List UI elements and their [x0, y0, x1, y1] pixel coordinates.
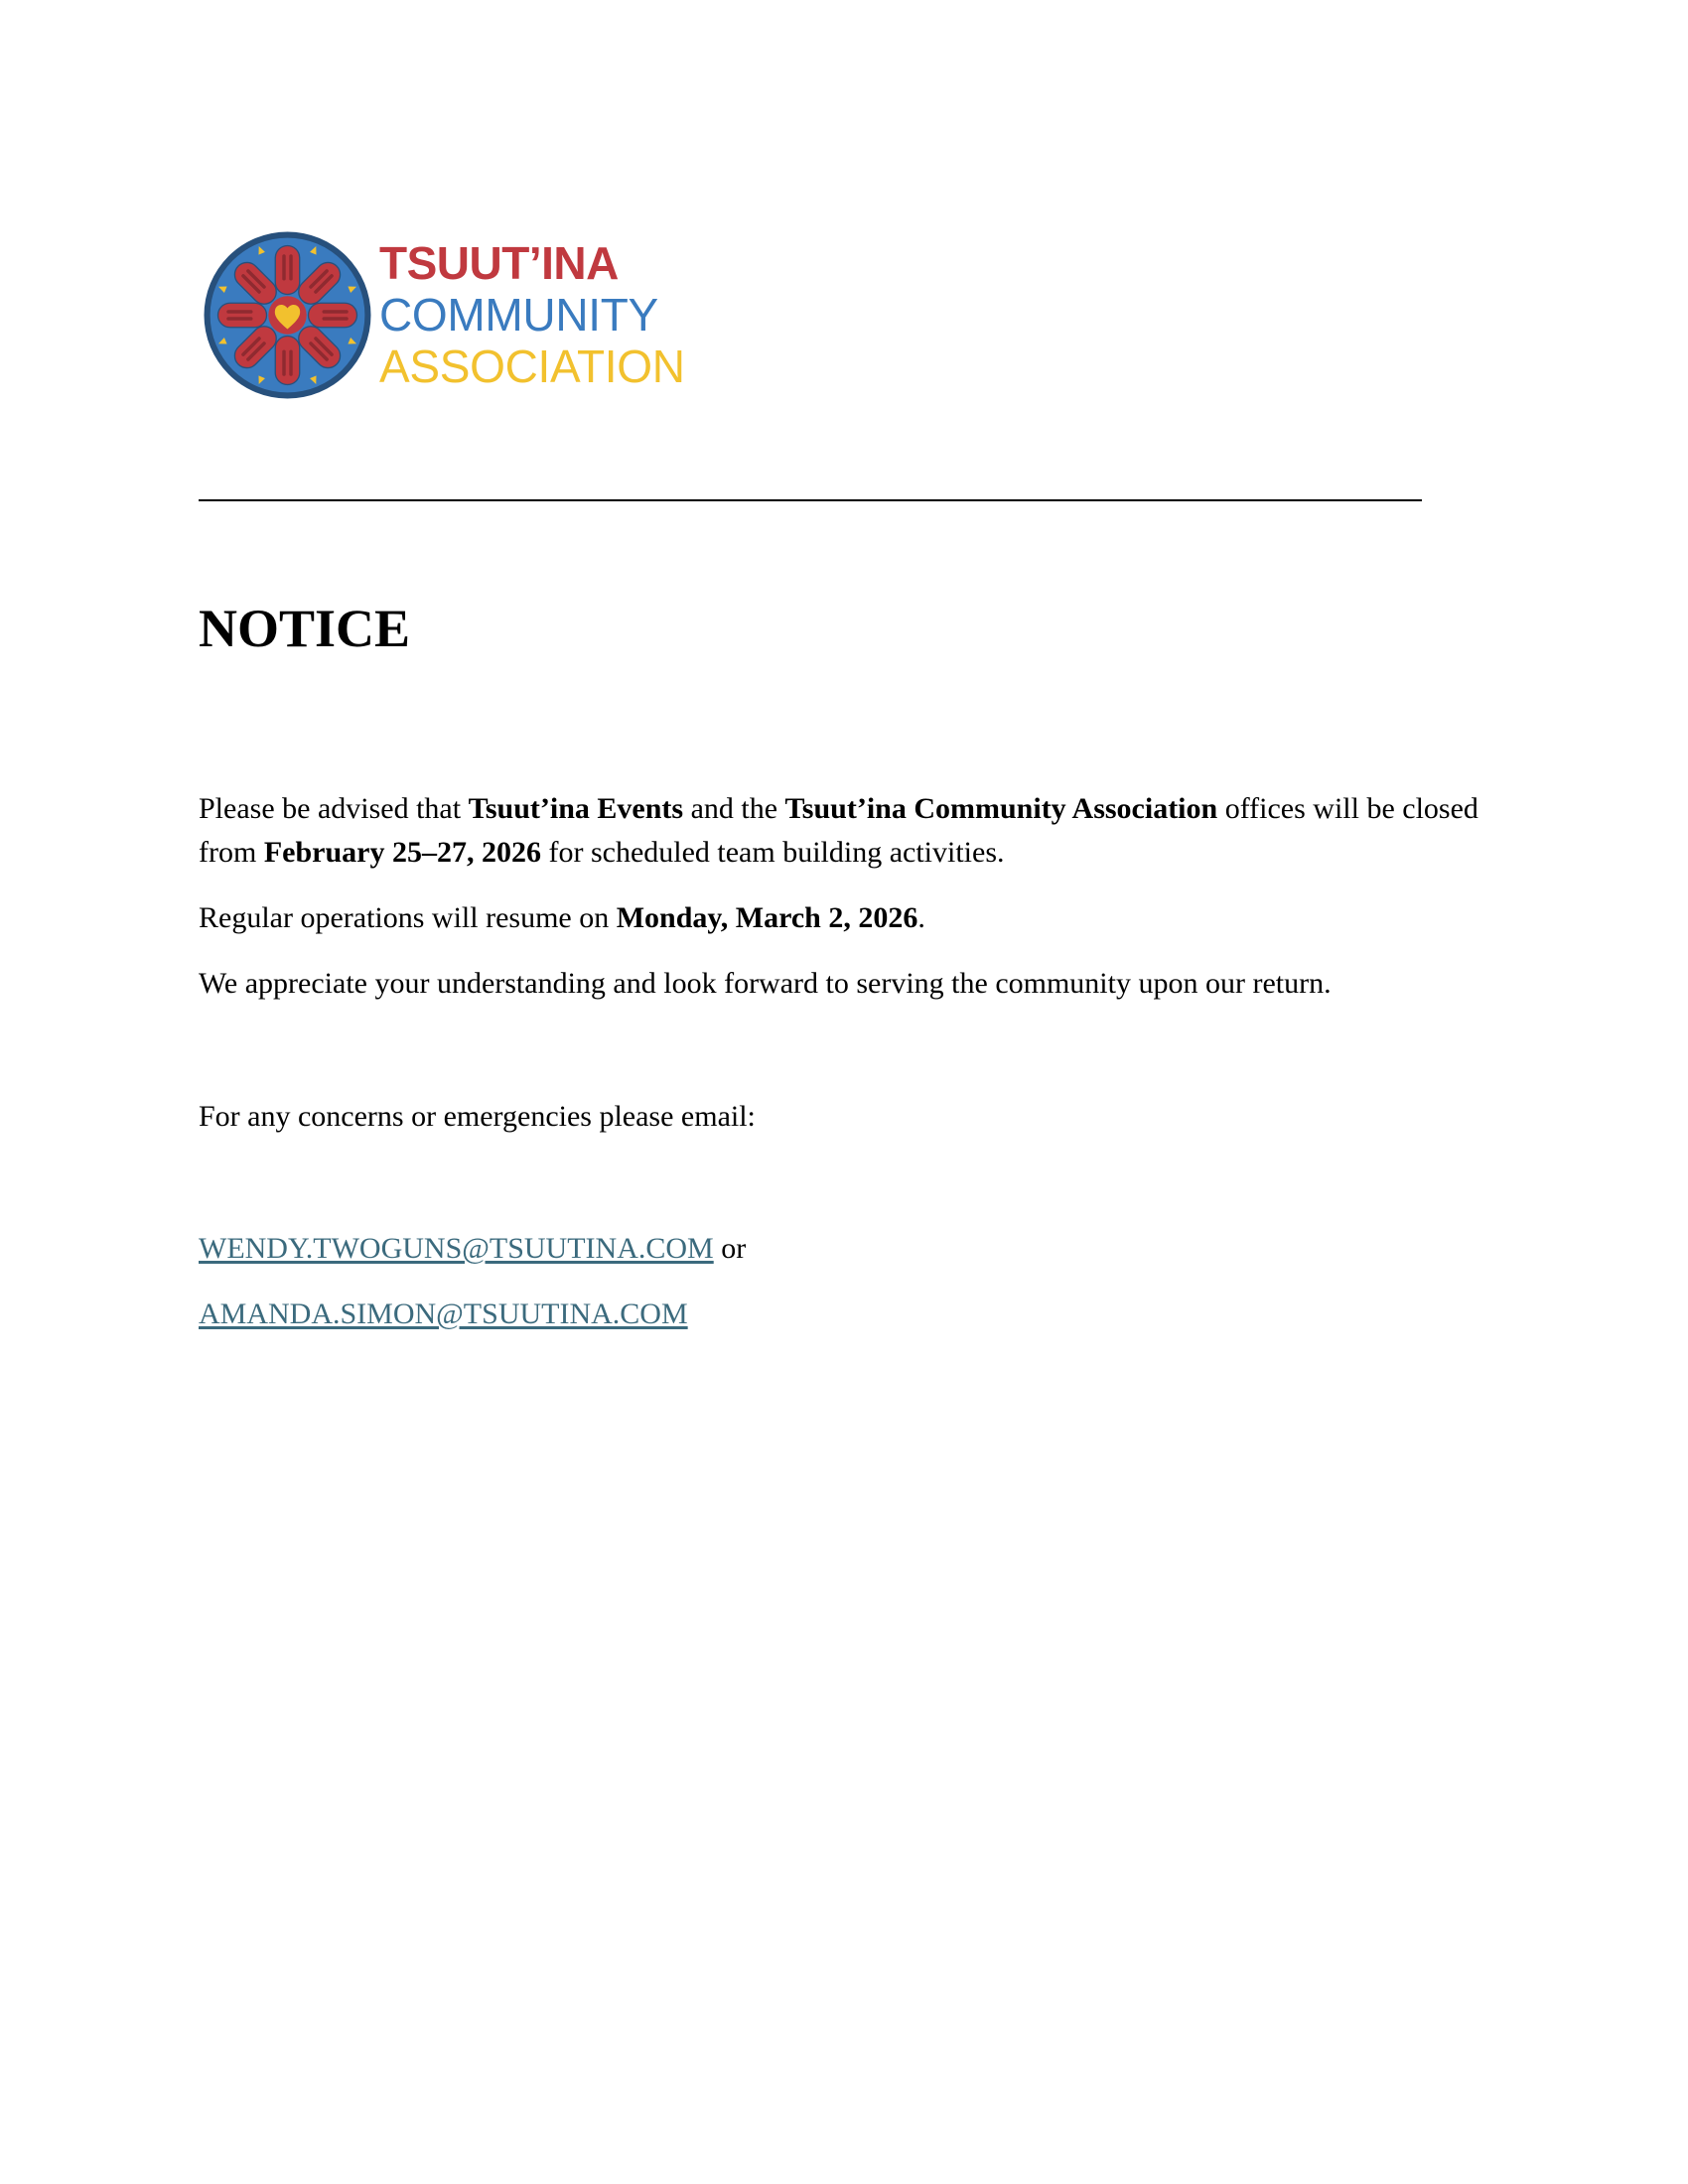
logo-line-tsuutina: TSUUT’INA: [379, 237, 619, 289]
horizontal-divider: [199, 499, 1422, 501]
resume-text-1: Regular operations will resume on: [199, 901, 617, 934]
logo-line-association: ASSOCIATION: [379, 341, 685, 392]
email-link-wendy[interactable]: WENDY.TWOGUNS@TSUUTINA.COM: [199, 1232, 714, 1265]
logo-wordmark: [379, 237, 685, 395]
closure-association-name: Tsuut’ina Community Association: [784, 792, 1218, 825]
resume-paragraph: [199, 896, 1489, 940]
closure-text-4: for scheduled team building activities.: [540, 836, 1005, 869]
notice-body: [199, 787, 1489, 1006]
closure-text-2: and the: [683, 792, 785, 825]
closure-events-name: Tsuut’ina Events: [468, 792, 684, 825]
closure-text-1: Please be advised that: [199, 792, 469, 825]
page-title: NOTICE: [199, 599, 411, 658]
closure-dates: February 25–27, 2026: [263, 836, 541, 869]
resume-text-2: .: [917, 901, 925, 934]
contact-separator: or: [713, 1232, 747, 1265]
email-link-amanda[interactable]: AMANDA.SIMON@TSUUTINA.COM: [199, 1297, 688, 1330]
logo-line-community: COMMUNITY: [379, 289, 658, 341]
contact-intro-text: For any concerns or emergencies please email:: [199, 1100, 756, 1133]
closure-paragraph: [199, 787, 1489, 875]
resume-date: Monday, March 2, 2026: [616, 901, 918, 934]
floral-medallion-heart-icon: [201, 228, 374, 402]
contact-line-1: [199, 1227, 746, 1271]
closure-text-3: offices will be closed from: [199, 792, 1478, 869]
appreciation-paragraph: We appreciate your understanding and look forward to serving the community upon our return.: [199, 967, 1332, 1000]
contact-line-2: [199, 1293, 688, 1336]
organization-logo: [201, 228, 697, 407]
